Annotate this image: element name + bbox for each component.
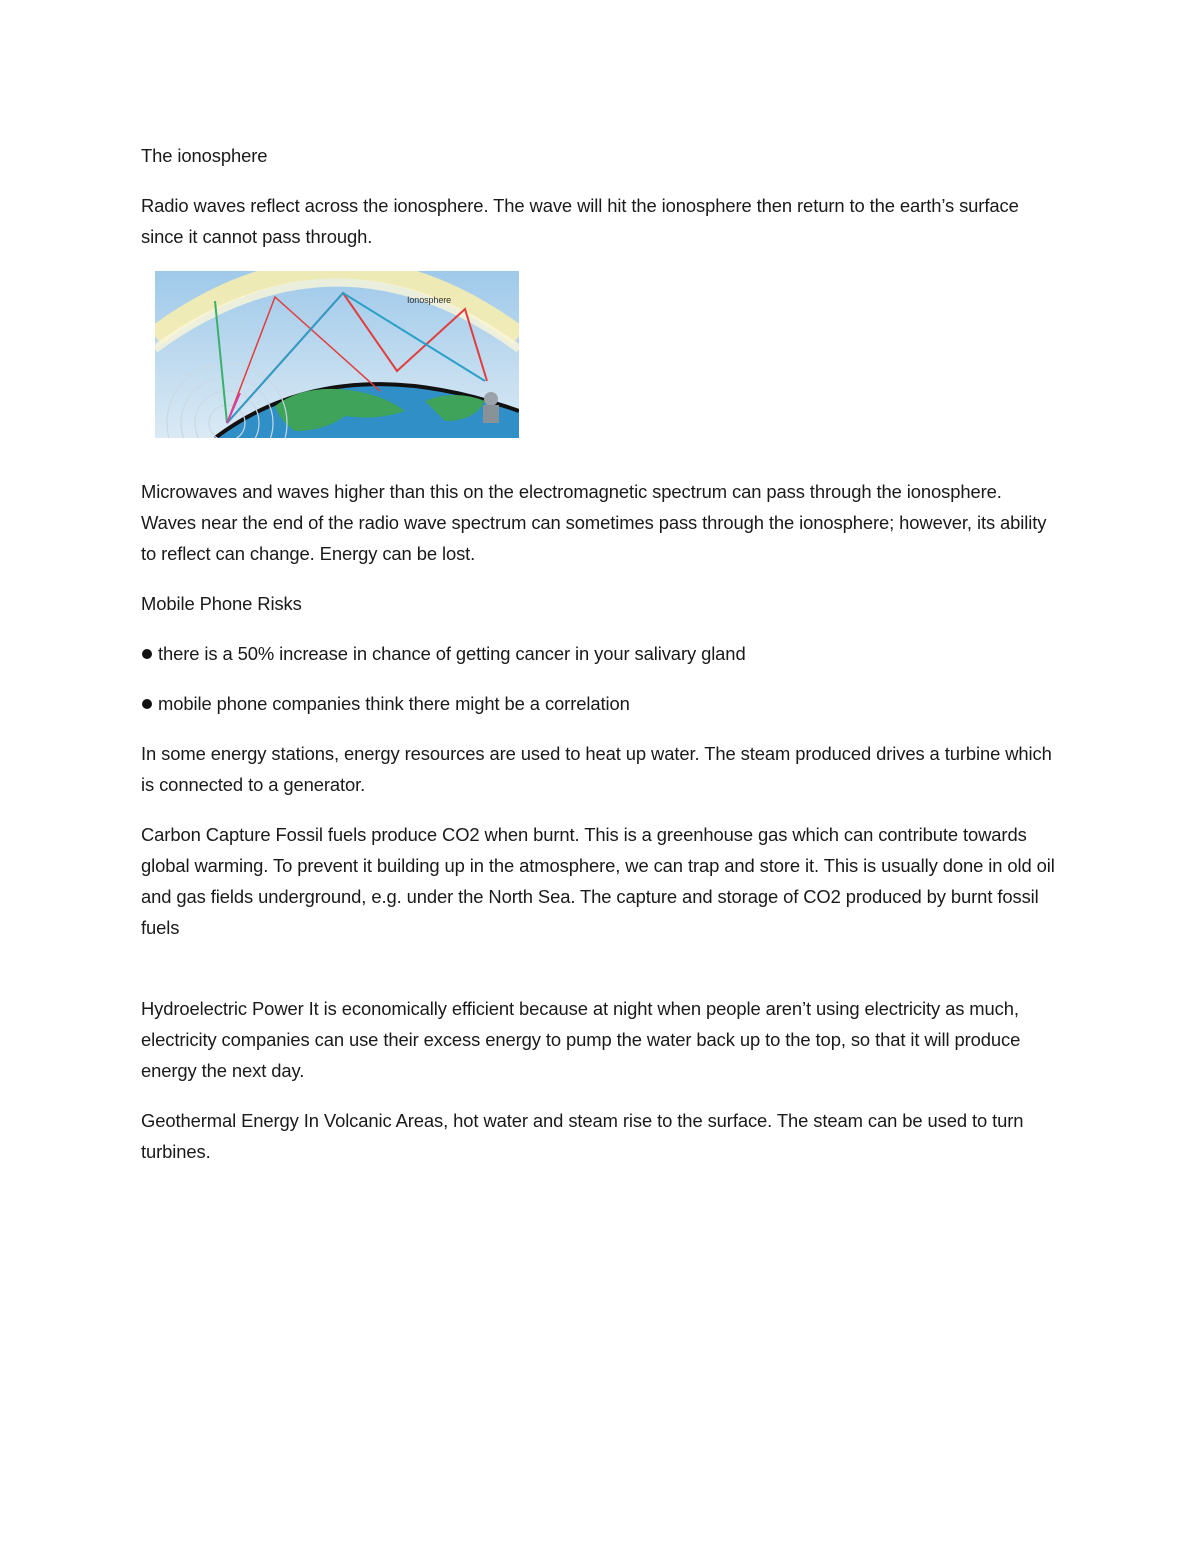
blank-line xyxy=(141,962,1061,993)
bullet-item: mobile phone companies think there might be a correlation xyxy=(141,688,1061,719)
heading-ionosphere: The ionosphere xyxy=(141,145,268,166)
ionosphere-diagram xyxy=(155,271,519,438)
paragraph-radio-waves: Radio waves reflect across the ionosphere. The wave will hit the ionosphere then return to the earth’s surface since it cannot pass through. xyxy=(141,195,1019,247)
bullet-dot-icon xyxy=(142,649,152,659)
paragraph-hydroelectric: Hydroelectric Power It is economically efficient because at night when people aren’t using electricity as much, electricity companies can use their excess energy to pump the water back up to the top, so that it will produce energy the next day. xyxy=(141,998,1021,1081)
paragraph-carbon-capture: Carbon Capture Fossil fuels produce CO2 when burnt. This is a greenhouse gas which can contribute towards global warming. To prevent it building up in the atmosphere, we can trap and store it. This is usually done in old oil and gas fields underground, e.g. under the North Sea. The capture and storage of CO2 produced by burnt fossil fuels xyxy=(141,824,1055,938)
ionosphere-label: Ionosphere xyxy=(407,295,452,305)
paragraph-energy-stations: In some energy stations, energy resources are used to heat up water. The steam produced drives a turbine which is connected to a generator. xyxy=(141,743,1052,795)
bullet-dot-icon xyxy=(142,699,152,709)
heading-mobile-phone-risks: Mobile Phone Risks xyxy=(141,593,302,614)
document-body xyxy=(141,140,1061,1186)
bullet-item: there is a 50% increase in chance of getting cancer in your salivary gland xyxy=(141,638,1061,669)
paragraph-geothermal: Geothermal Energy In Volcanic Areas, hot water and steam rise to the surface. The steam can be used to turn turbines. xyxy=(141,1110,1024,1162)
paragraph-microwaves: Microwaves and waves higher than this on the electromagnetic spectrum can pass through the ionosphere. Waves near the end of the radio wave spectrum can sometimes pass through the ionosphere; however, its ability to reflect can change. Energy can be lost. xyxy=(141,481,1047,564)
